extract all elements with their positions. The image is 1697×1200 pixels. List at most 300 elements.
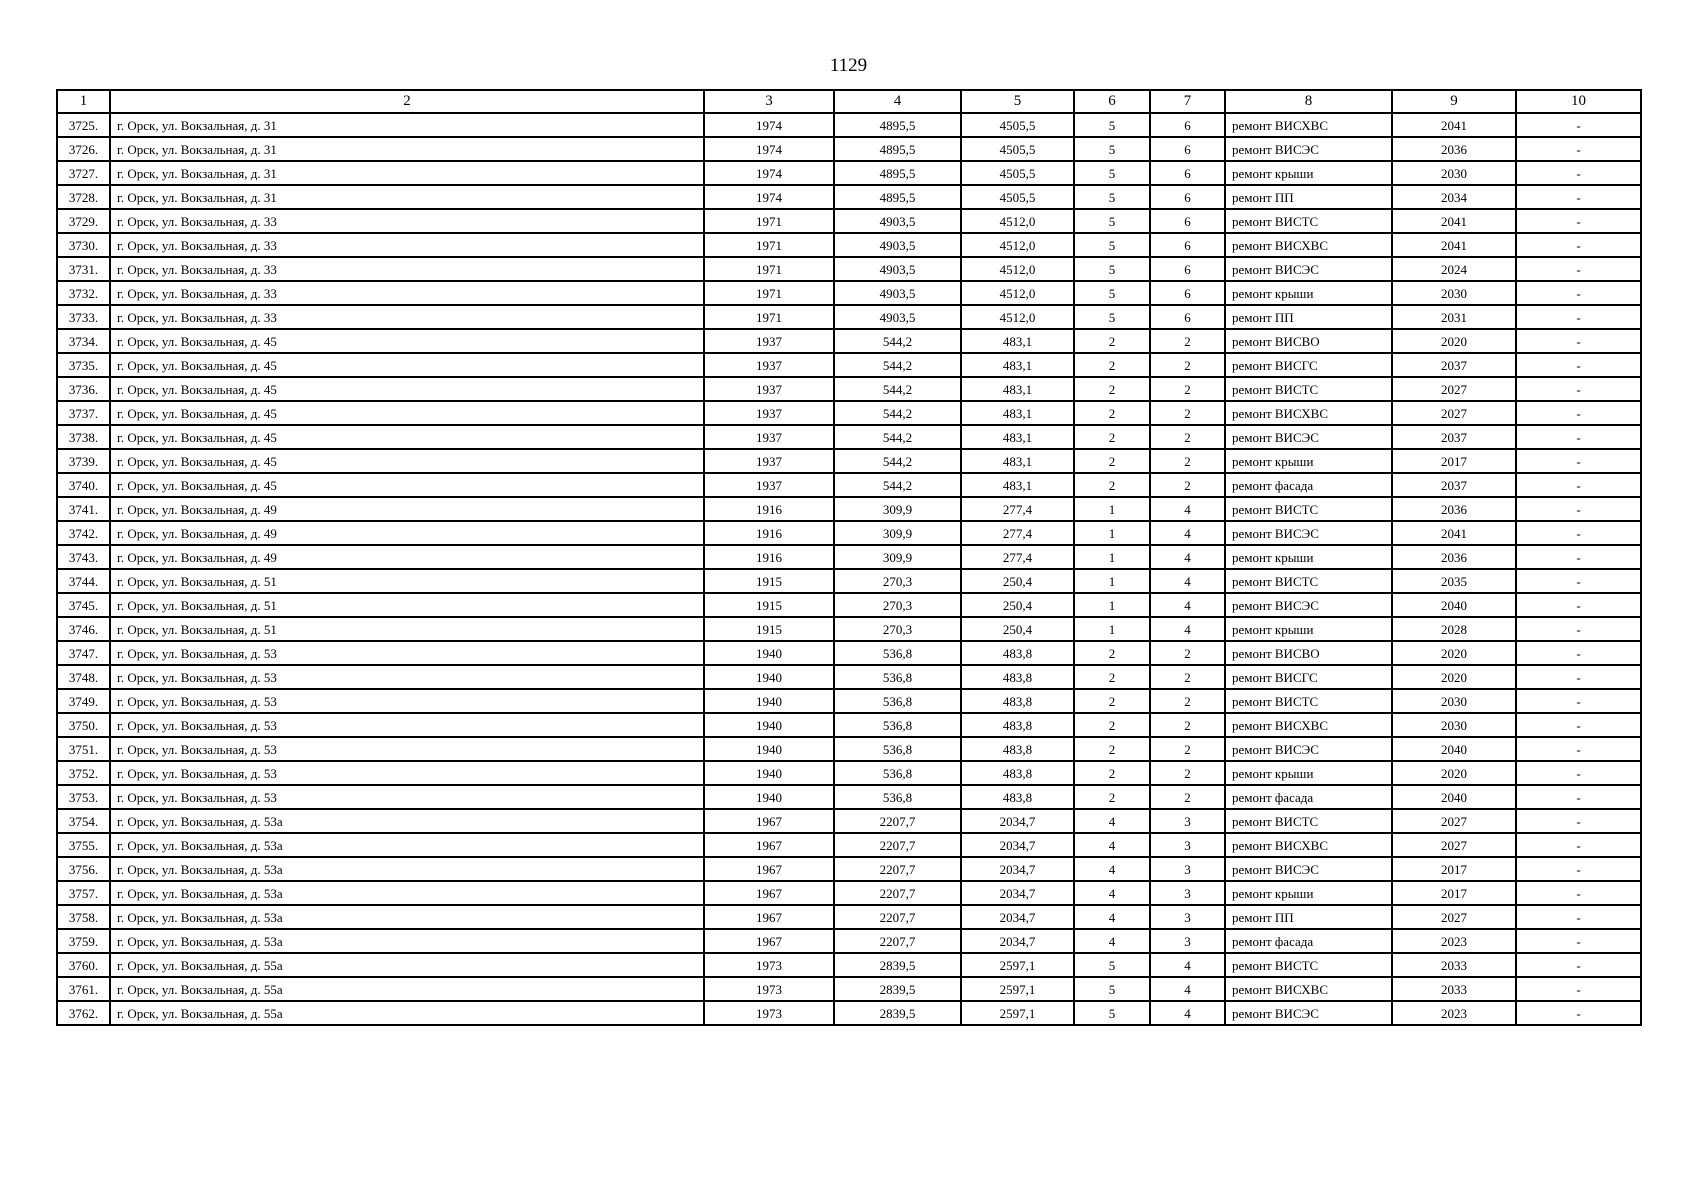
address-cell: г. Орск, ул. Вокзальная, д. 53 <box>110 785 704 809</box>
entrances-cell: 4 <box>1150 617 1225 641</box>
note-cell: - <box>1516 161 1641 185</box>
row-number: 3728. <box>57 185 110 209</box>
address-cell: г. Орск, ул. Вокзальная, д. 33 <box>110 209 704 233</box>
table-row <box>57 257 1641 281</box>
row-number: 3753. <box>57 785 110 809</box>
total-area-cell: 4895,5 <box>834 161 961 185</box>
floors-cell: 4 <box>1074 857 1150 881</box>
entrances-cell: 2 <box>1150 761 1225 785</box>
planned-year-cell: 2027 <box>1392 401 1516 425</box>
total-area-cell: 4903,5 <box>834 233 961 257</box>
floors-cell: 2 <box>1074 329 1150 353</box>
year-built-cell: 1937 <box>704 329 834 353</box>
floors-cell: 2 <box>1074 377 1150 401</box>
work-type-cell: ремонт фасада <box>1225 785 1392 809</box>
floors-cell: 2 <box>1074 425 1150 449</box>
row-number: 3744. <box>57 569 110 593</box>
floors-cell: 5 <box>1074 137 1150 161</box>
planned-year-cell: 2023 <box>1392 1001 1516 1025</box>
living-area-cell: 2034,7 <box>961 881 1074 905</box>
floors-cell: 2 <box>1074 473 1150 497</box>
note-cell: - <box>1516 593 1641 617</box>
row-number: 3737. <box>57 401 110 425</box>
entrances-cell: 2 <box>1150 425 1225 449</box>
living-area-cell: 2034,7 <box>961 905 1074 929</box>
table-row <box>57 545 1641 569</box>
note-cell: - <box>1516 233 1641 257</box>
work-type-cell: ремонт ВИСТС <box>1225 689 1392 713</box>
total-area-cell: 2207,7 <box>834 929 961 953</box>
year-built-cell: 1940 <box>704 713 834 737</box>
column-header: 8 <box>1225 90 1392 113</box>
row-number: 3732. <box>57 281 110 305</box>
row-number: 3750. <box>57 713 110 737</box>
address-cell: г. Орск, ул. Вокзальная, д. 55а <box>110 953 704 977</box>
table-row <box>57 593 1641 617</box>
living-area-cell: 4505,5 <box>961 185 1074 209</box>
table-row <box>57 713 1641 737</box>
table-row <box>57 329 1641 353</box>
floors-cell: 2 <box>1074 401 1150 425</box>
planned-year-cell: 2017 <box>1392 857 1516 881</box>
living-area-cell: 250,4 <box>961 617 1074 641</box>
living-area-cell: 483,8 <box>961 737 1074 761</box>
table-row <box>57 233 1641 257</box>
total-area-cell: 544,2 <box>834 473 961 497</box>
floors-cell: 1 <box>1074 593 1150 617</box>
row-number: 3733. <box>57 305 110 329</box>
table-row <box>57 1001 1641 1025</box>
total-area-cell: 2207,7 <box>834 905 961 929</box>
planned-year-cell: 2036 <box>1392 545 1516 569</box>
work-type-cell: ремонт крыши <box>1225 617 1392 641</box>
entrances-cell: 2 <box>1150 737 1225 761</box>
entrances-cell: 6 <box>1150 161 1225 185</box>
living-area-cell: 483,8 <box>961 641 1074 665</box>
planned-year-cell: 2030 <box>1392 281 1516 305</box>
table-row <box>57 833 1641 857</box>
total-area-cell: 4903,5 <box>834 305 961 329</box>
living-area-cell: 483,1 <box>961 353 1074 377</box>
work-type-cell: ремонт ВИСЭС <box>1225 137 1392 161</box>
table-row <box>57 521 1641 545</box>
entrances-cell: 4 <box>1150 497 1225 521</box>
column-header: 1 <box>57 90 110 113</box>
living-area-cell: 2597,1 <box>961 1001 1074 1025</box>
row-number: 3739. <box>57 449 110 473</box>
floors-cell: 2 <box>1074 353 1150 377</box>
planned-year-cell: 2037 <box>1392 425 1516 449</box>
floors-cell: 2 <box>1074 785 1150 809</box>
entrances-cell: 4 <box>1150 569 1225 593</box>
work-type-cell: ремонт фасада <box>1225 929 1392 953</box>
table-row <box>57 881 1641 905</box>
note-cell: - <box>1516 113 1641 137</box>
total-area-cell: 536,8 <box>834 665 961 689</box>
table-row <box>57 905 1641 929</box>
floors-cell: 5 <box>1074 281 1150 305</box>
work-type-cell: ремонт ВИСХВС <box>1225 233 1392 257</box>
floors-cell: 2 <box>1074 689 1150 713</box>
living-area-cell: 4512,0 <box>961 281 1074 305</box>
table-row <box>57 137 1641 161</box>
planned-year-cell: 2035 <box>1392 569 1516 593</box>
row-number: 3747. <box>57 641 110 665</box>
planned-year-cell: 2017 <box>1392 449 1516 473</box>
row-number: 3755. <box>57 833 110 857</box>
planned-year-cell: 2020 <box>1392 761 1516 785</box>
total-area-cell: 2839,5 <box>834 953 961 977</box>
living-area-cell: 483,8 <box>961 761 1074 785</box>
entrances-cell: 6 <box>1150 233 1225 257</box>
living-area-cell: 2597,1 <box>961 977 1074 1001</box>
work-type-cell: ремонт ВИСГС <box>1225 665 1392 689</box>
note-cell: - <box>1516 521 1641 545</box>
row-number: 3761. <box>57 977 110 1001</box>
address-cell: г. Орск, ул. Вокзальная, д. 53а <box>110 857 704 881</box>
note-cell: - <box>1516 377 1641 401</box>
total-area-cell: 2207,7 <box>834 809 961 833</box>
column-header: 4 <box>834 90 961 113</box>
table-row <box>57 113 1641 137</box>
floors-cell: 2 <box>1074 737 1150 761</box>
table-row <box>57 449 1641 473</box>
floors-cell: 1 <box>1074 497 1150 521</box>
living-area-cell: 4505,5 <box>961 161 1074 185</box>
note-cell: - <box>1516 977 1641 1001</box>
entrances-cell: 2 <box>1150 473 1225 497</box>
table-row <box>57 641 1641 665</box>
planned-year-cell: 2034 <box>1392 185 1516 209</box>
table-row <box>57 809 1641 833</box>
entrances-cell: 4 <box>1150 593 1225 617</box>
entrances-cell: 4 <box>1150 1001 1225 1025</box>
floors-cell: 5 <box>1074 977 1150 1001</box>
living-area-cell: 483,1 <box>961 449 1074 473</box>
living-area-cell: 4512,0 <box>961 209 1074 233</box>
floors-cell: 5 <box>1074 233 1150 257</box>
work-type-cell: ремонт ВИСЭС <box>1225 521 1392 545</box>
floors-cell: 1 <box>1074 521 1150 545</box>
entrances-cell: 6 <box>1150 185 1225 209</box>
address-cell: г. Орск, ул. Вокзальная, д. 53а <box>110 905 704 929</box>
living-area-cell: 277,4 <box>961 545 1074 569</box>
planned-year-cell: 2027 <box>1392 905 1516 929</box>
planned-year-cell: 2041 <box>1392 233 1516 257</box>
planned-year-cell: 2036 <box>1392 137 1516 161</box>
entrances-cell: 2 <box>1150 785 1225 809</box>
column-header: 9 <box>1392 90 1516 113</box>
floors-cell: 5 <box>1074 953 1150 977</box>
work-type-cell: ремонт крыши <box>1225 545 1392 569</box>
table-row <box>57 281 1641 305</box>
total-area-cell: 536,8 <box>834 689 961 713</box>
work-type-cell: ремонт фасада <box>1225 473 1392 497</box>
column-header: 10 <box>1516 90 1641 113</box>
year-built-cell: 1974 <box>704 137 834 161</box>
address-cell: г. Орск, ул. Вокзальная, д. 31 <box>110 137 704 161</box>
total-area-cell: 536,8 <box>834 737 961 761</box>
living-area-cell: 250,4 <box>961 593 1074 617</box>
address-cell: г. Орск, ул. Вокзальная, д. 45 <box>110 353 704 377</box>
floors-cell: 5 <box>1074 1001 1150 1025</box>
living-area-cell: 483,8 <box>961 785 1074 809</box>
year-built-cell: 1940 <box>704 737 834 761</box>
address-cell: г. Орск, ул. Вокзальная, д. 31 <box>110 185 704 209</box>
entrances-cell: 2 <box>1150 401 1225 425</box>
table-row <box>57 497 1641 521</box>
address-cell: г. Орск, ул. Вокзальная, д. 53 <box>110 641 704 665</box>
work-type-cell: ремонт ПП <box>1225 185 1392 209</box>
entrances-cell: 3 <box>1150 809 1225 833</box>
planned-year-cell: 2024 <box>1392 257 1516 281</box>
row-number: 3751. <box>57 737 110 761</box>
row-number: 3746. <box>57 617 110 641</box>
total-area-cell: 536,8 <box>834 785 961 809</box>
floors-cell: 2 <box>1074 449 1150 473</box>
year-built-cell: 1937 <box>704 449 834 473</box>
year-built-cell: 1937 <box>704 473 834 497</box>
table-row <box>57 785 1641 809</box>
table-row <box>57 977 1641 1001</box>
living-area-cell: 2034,7 <box>961 809 1074 833</box>
total-area-cell: 309,9 <box>834 521 961 545</box>
living-area-cell: 277,4 <box>961 521 1074 545</box>
capital-repair-table <box>56 89 1642 1026</box>
row-number: 3757. <box>57 881 110 905</box>
table-row <box>57 857 1641 881</box>
total-area-cell: 4895,5 <box>834 185 961 209</box>
year-built-cell: 1937 <box>704 377 834 401</box>
address-cell: г. Орск, ул. Вокзальная, д. 45 <box>110 425 704 449</box>
row-number: 3731. <box>57 257 110 281</box>
planned-year-cell: 2023 <box>1392 929 1516 953</box>
entrances-cell: 2 <box>1150 329 1225 353</box>
row-number: 3752. <box>57 761 110 785</box>
year-built-cell: 1940 <box>704 689 834 713</box>
total-area-cell: 2207,7 <box>834 857 961 881</box>
living-area-cell: 2034,7 <box>961 929 1074 953</box>
table-row <box>57 473 1641 497</box>
note-cell: - <box>1516 809 1641 833</box>
total-area-cell: 270,3 <box>834 617 961 641</box>
living-area-cell: 483,1 <box>961 329 1074 353</box>
note-cell: - <box>1516 545 1641 569</box>
work-type-cell: ремонт ВИСТС <box>1225 809 1392 833</box>
work-type-cell: ремонт ВИСХВС <box>1225 113 1392 137</box>
planned-year-cell: 2036 <box>1392 497 1516 521</box>
planned-year-cell: 2027 <box>1392 809 1516 833</box>
work-type-cell: ремонт ВИСЭС <box>1225 593 1392 617</box>
entrances-cell: 2 <box>1150 449 1225 473</box>
living-area-cell: 483,1 <box>961 473 1074 497</box>
address-cell: г. Орск, ул. Вокзальная, д. 53а <box>110 833 704 857</box>
year-built-cell: 1916 <box>704 521 834 545</box>
table-row <box>57 209 1641 233</box>
row-number: 3759. <box>57 929 110 953</box>
floors-cell: 4 <box>1074 833 1150 857</box>
floors-cell: 5 <box>1074 113 1150 137</box>
living-area-cell: 483,1 <box>961 401 1074 425</box>
address-cell: г. Орск, ул. Вокзальная, д. 33 <box>110 257 704 281</box>
row-number: 3738. <box>57 425 110 449</box>
work-type-cell: ремонт крыши <box>1225 761 1392 785</box>
row-number: 3735. <box>57 353 110 377</box>
address-cell: г. Орск, ул. Вокзальная, д. 33 <box>110 281 704 305</box>
work-type-cell: ремонт ВИСХВС <box>1225 401 1392 425</box>
planned-year-cell: 2027 <box>1392 377 1516 401</box>
entrances-cell: 2 <box>1150 689 1225 713</box>
total-area-cell: 270,3 <box>834 593 961 617</box>
note-cell: - <box>1516 905 1641 929</box>
note-cell: - <box>1516 353 1641 377</box>
planned-year-cell: 2040 <box>1392 737 1516 761</box>
address-cell: г. Орск, ул. Вокзальная, д. 53 <box>110 737 704 761</box>
address-cell: г. Орск, ул. Вокзальная, д. 53 <box>110 665 704 689</box>
total-area-cell: 309,9 <box>834 545 961 569</box>
row-number: 3756. <box>57 857 110 881</box>
note-cell: - <box>1516 401 1641 425</box>
living-area-cell: 2034,7 <box>961 833 1074 857</box>
living-area-cell: 250,4 <box>961 569 1074 593</box>
year-built-cell: 1967 <box>704 905 834 929</box>
table-row <box>57 665 1641 689</box>
table-row <box>57 161 1641 185</box>
year-built-cell: 1937 <box>704 401 834 425</box>
note-cell: - <box>1516 569 1641 593</box>
year-built-cell: 1973 <box>704 1001 834 1025</box>
floors-cell: 4 <box>1074 929 1150 953</box>
planned-year-cell: 2030 <box>1392 713 1516 737</box>
living-area-cell: 483,1 <box>961 377 1074 401</box>
work-type-cell: ремонт ВИСТС <box>1225 377 1392 401</box>
work-type-cell: ремонт крыши <box>1225 449 1392 473</box>
year-built-cell: 1940 <box>704 665 834 689</box>
floors-cell: 2 <box>1074 713 1150 737</box>
address-cell: г. Орск, ул. Вокзальная, д. 53а <box>110 929 704 953</box>
work-type-cell: ремонт ВИСВО <box>1225 329 1392 353</box>
address-cell: г. Орск, ул. Вокзальная, д. 31 <box>110 113 704 137</box>
total-area-cell: 2839,5 <box>834 977 961 1001</box>
work-type-cell: ремонт крыши <box>1225 281 1392 305</box>
total-area-cell: 270,3 <box>834 569 961 593</box>
floors-cell: 5 <box>1074 161 1150 185</box>
work-type-cell: ремонт ВИСЭС <box>1225 737 1392 761</box>
planned-year-cell: 2028 <box>1392 617 1516 641</box>
address-cell: г. Орск, ул. Вокзальная, д. 55а <box>110 1001 704 1025</box>
planned-year-cell: 2041 <box>1392 521 1516 545</box>
planned-year-cell: 2017 <box>1392 881 1516 905</box>
year-built-cell: 1967 <box>704 929 834 953</box>
work-type-cell: ремонт ВИСТС <box>1225 953 1392 977</box>
living-area-cell: 4512,0 <box>961 257 1074 281</box>
floors-cell: 5 <box>1074 305 1150 329</box>
note-cell: - <box>1516 929 1641 953</box>
entrances-cell: 3 <box>1150 857 1225 881</box>
planned-year-cell: 2031 <box>1392 305 1516 329</box>
year-built-cell: 1974 <box>704 113 834 137</box>
note-cell: - <box>1516 953 1641 977</box>
address-cell: г. Орск, ул. Вокзальная, д. 31 <box>110 161 704 185</box>
work-type-cell: ремонт ВИСЭС <box>1225 857 1392 881</box>
note-cell: - <box>1516 833 1641 857</box>
column-header: 3 <box>704 90 834 113</box>
living-area-cell: 4512,0 <box>961 233 1074 257</box>
work-type-cell: ремонт крыши <box>1225 881 1392 905</box>
column-header: 5 <box>961 90 1074 113</box>
planned-year-cell: 2020 <box>1392 641 1516 665</box>
table-row <box>57 761 1641 785</box>
table-body <box>57 113 1641 1025</box>
planned-year-cell: 2033 <box>1392 953 1516 977</box>
work-type-cell: ремонт крыши <box>1225 161 1392 185</box>
work-type-cell: ремонт ВИСТС <box>1225 497 1392 521</box>
total-area-cell: 544,2 <box>834 353 961 377</box>
note-cell: - <box>1516 617 1641 641</box>
year-built-cell: 1915 <box>704 593 834 617</box>
total-area-cell: 544,2 <box>834 377 961 401</box>
year-built-cell: 1967 <box>704 809 834 833</box>
entrances-cell: 2 <box>1150 665 1225 689</box>
entrances-cell: 6 <box>1150 209 1225 233</box>
living-area-cell: 483,8 <box>961 665 1074 689</box>
work-type-cell: ремонт ВИСЭС <box>1225 1001 1392 1025</box>
planned-year-cell: 2037 <box>1392 353 1516 377</box>
floors-cell: 4 <box>1074 905 1150 929</box>
note-cell: - <box>1516 209 1641 233</box>
year-built-cell: 1973 <box>704 953 834 977</box>
year-built-cell: 1971 <box>704 257 834 281</box>
year-built-cell: 1940 <box>704 641 834 665</box>
address-cell: г. Орск, ул. Вокзальная, д. 53 <box>110 761 704 785</box>
floors-cell: 4 <box>1074 881 1150 905</box>
table-row <box>57 737 1641 761</box>
floors-cell: 5 <box>1074 209 1150 233</box>
note-cell: - <box>1516 641 1641 665</box>
table-row <box>57 953 1641 977</box>
address-cell: г. Орск, ул. Вокзальная, д. 45 <box>110 377 704 401</box>
header-row <box>57 90 1641 113</box>
total-area-cell: 2839,5 <box>834 1001 961 1025</box>
floors-cell: 1 <box>1074 617 1150 641</box>
address-cell: г. Орск, ул. Вокзальная, д. 45 <box>110 329 704 353</box>
note-cell: - <box>1516 257 1641 281</box>
entrances-cell: 4 <box>1150 977 1225 1001</box>
year-built-cell: 1916 <box>704 497 834 521</box>
work-type-cell: ремонт ВИСХВС <box>1225 977 1392 1001</box>
address-cell: г. Орск, ул. Вокзальная, д. 33 <box>110 233 704 257</box>
year-built-cell: 1971 <box>704 281 834 305</box>
planned-year-cell: 2033 <box>1392 977 1516 1001</box>
entrances-cell: 4 <box>1150 521 1225 545</box>
table-row <box>57 689 1641 713</box>
year-built-cell: 1967 <box>704 857 834 881</box>
table-row <box>57 929 1641 953</box>
address-cell: г. Орск, ул. Вокзальная, д. 49 <box>110 497 704 521</box>
total-area-cell: 544,2 <box>834 449 961 473</box>
total-area-cell: 2207,7 <box>834 881 961 905</box>
row-number: 3760. <box>57 953 110 977</box>
table-row <box>57 569 1641 593</box>
row-number: 3729. <box>57 209 110 233</box>
entrances-cell: 6 <box>1150 281 1225 305</box>
page-number: 1129 <box>829 55 868 76</box>
planned-year-cell: 2041 <box>1392 209 1516 233</box>
planned-year-cell: 2030 <box>1392 689 1516 713</box>
planned-year-cell: 2037 <box>1392 473 1516 497</box>
address-cell: г. Орск, ул. Вокзальная, д. 45 <box>110 473 704 497</box>
total-area-cell: 544,2 <box>834 401 961 425</box>
